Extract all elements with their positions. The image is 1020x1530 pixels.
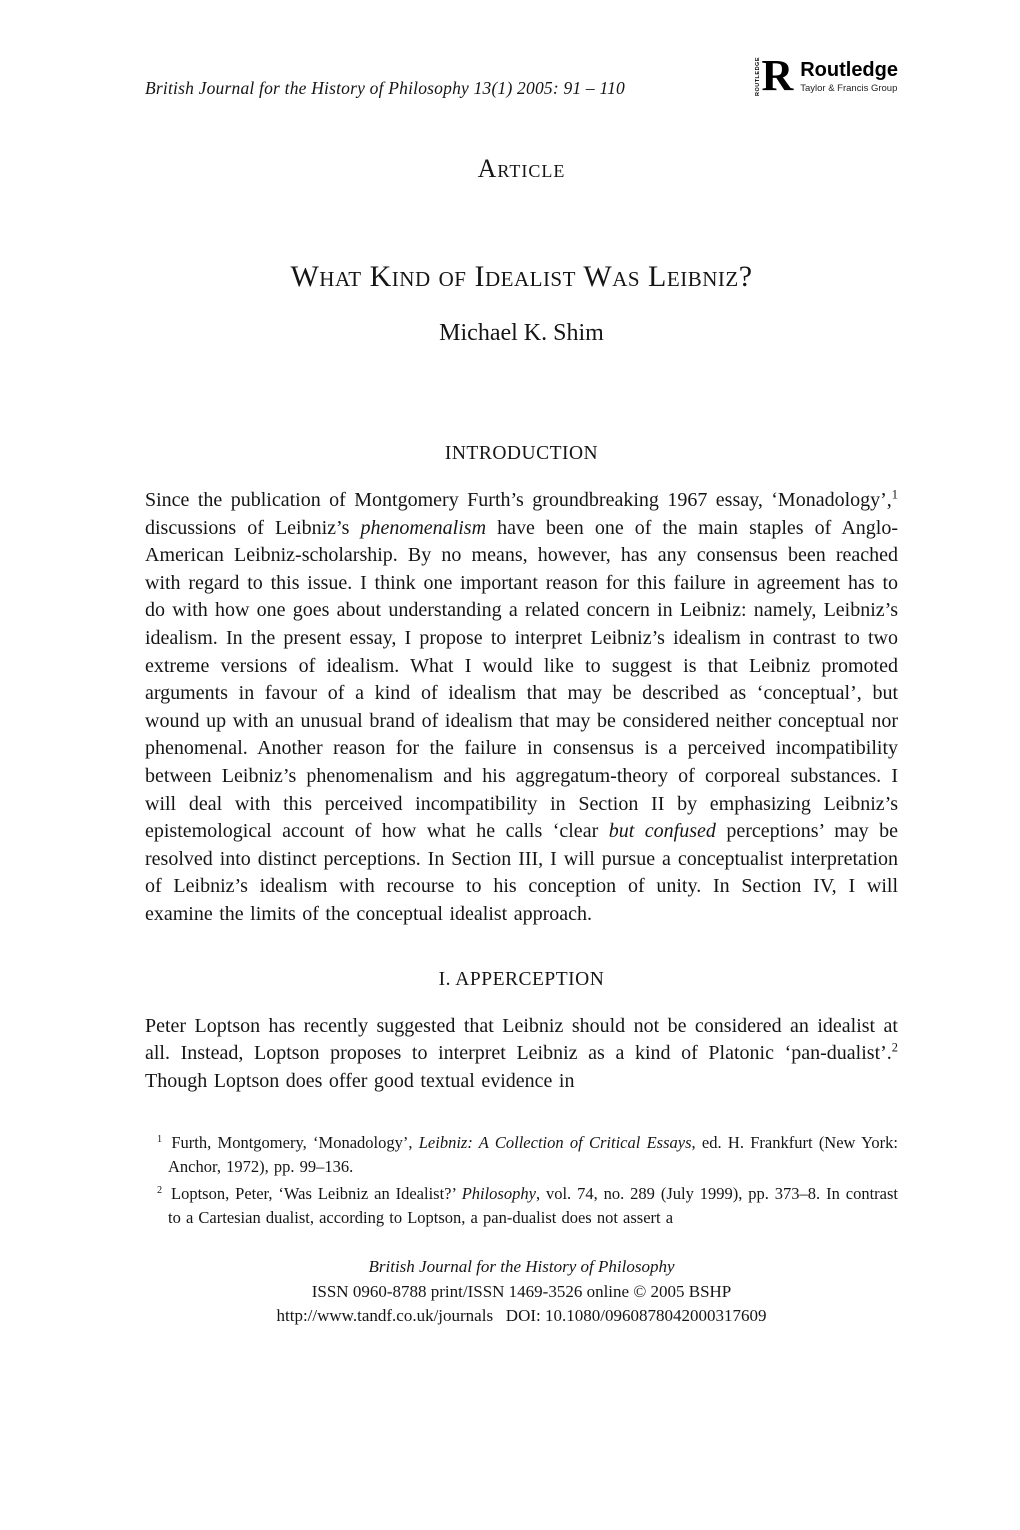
author-name: Michael K. Shim <box>439 320 604 346</box>
footnote-1: $^1$ Furth, Montgomery, ‘Monadology’, Leibniz: A Collection of Critical Essays, ed. H. Frankfurt (New York: Anchor, 1972), pp. 99–136. <box>157 1133 898 1176</box>
routledge-logo <box>754 51 898 100</box>
footer-journal-name: British Journal for the History of Philosophy <box>368 1257 675 1277</box>
page-header <box>145 51 898 108</box>
footer-issn-line: ISSN 0960-8788 print/ISSN 1469-3526 online © 2005 BSHP <box>311 1281 732 1301</box>
page-footer <box>145 1255 898 1329</box>
intro-paragraph: Since the publication of Montgomery Furth’s groundbreaking 1967 essay, ‘Monadology’,$^1$ discussions of Leibniz’s phenomenalism have been one of the main staples of Anglo-American Leibniz-scholarship. By no means, however, has any consensus been reached with regard to this issue. I think one important reason for this failure in agreement has to do with how one goes about understanding a related concern in Leibniz: namely, Leibniz’s idealism. In the present essay, I propose to interpret Leibniz’s idealism in contrast to two extreme versions of idealism. What I would like to suggest is that Leibniz promoted arguments in favour of a kind of idealism that may be described as ‘conceptual’, but wound up with an unusual brand of idealism that may be considered neither conceptual nor phenomenal. Another reason for the failure in consensus is a perceived incompatibility between Leibniz’s phenomenalism and his aggregatum-theory of corporeal substances. I will deal with this perceived incompatibility in Section II by emphasizing Leibniz’s epistemological account of how what he calls ‘clear but confused perceptions’ may be resolved into distinct perceptions. In Section III, I will pursue a conceptualist interpretation of Leibniz’s idealism with recourse to his conception of unity. In Section IV, I will examine the limits of the conceptual idealist approach. <box>145 487 898 925</box>
apperception-paragraph: Peter Loptson has recently suggested that Leibniz should not be considered an idealist at all. Instead, Loptson proposes to interpret Leibniz as a kind of Platonic ‘pan-dualist’.$^2$ Though Loptson does offer good textual evidence in <box>145 1014 898 1092</box>
apperception-heading: I. APPERCEPTION <box>438 968 605 990</box>
journal-citation: British Journal for the History of Philosophy 13(1) 2005: 91 – 110 <box>145 78 626 98</box>
routledge-r-glyph: R <box>761 51 794 100</box>
introduction-heading: INTRODUCTION <box>444 443 599 464</box>
article-title: What Kind of Idealist Was Leibniz? <box>290 260 753 293</box>
footnote-2: $^2$ Loptson, Peter, ‘Was Leibniz an Idealist?’ Philosophy, vol. 74, no. 289 (July 1999), pp. 373–8. In contrast to a Cartesian dualist, according to Loptson, a pan-dualist does not assert a <box>157 1184 898 1227</box>
footer-url-doi-line: http://www.tandf.co.uk/journals DOI: 10.1080/0960878042000317609 <box>276 1306 767 1326</box>
article-kicker: Article <box>477 154 566 183</box>
routledge-tagline: Taylor & Francis Group <box>800 82 898 94</box>
routledge-wordmark <box>800 59 898 94</box>
footnotes-section <box>145 1131 898 1229</box>
routledge-logo-mark <box>754 51 794 100</box>
routledge-vertical-text: ROUTLEDGE <box>754 56 761 96</box>
routledge-name: Routledge <box>800 58 898 81</box>
